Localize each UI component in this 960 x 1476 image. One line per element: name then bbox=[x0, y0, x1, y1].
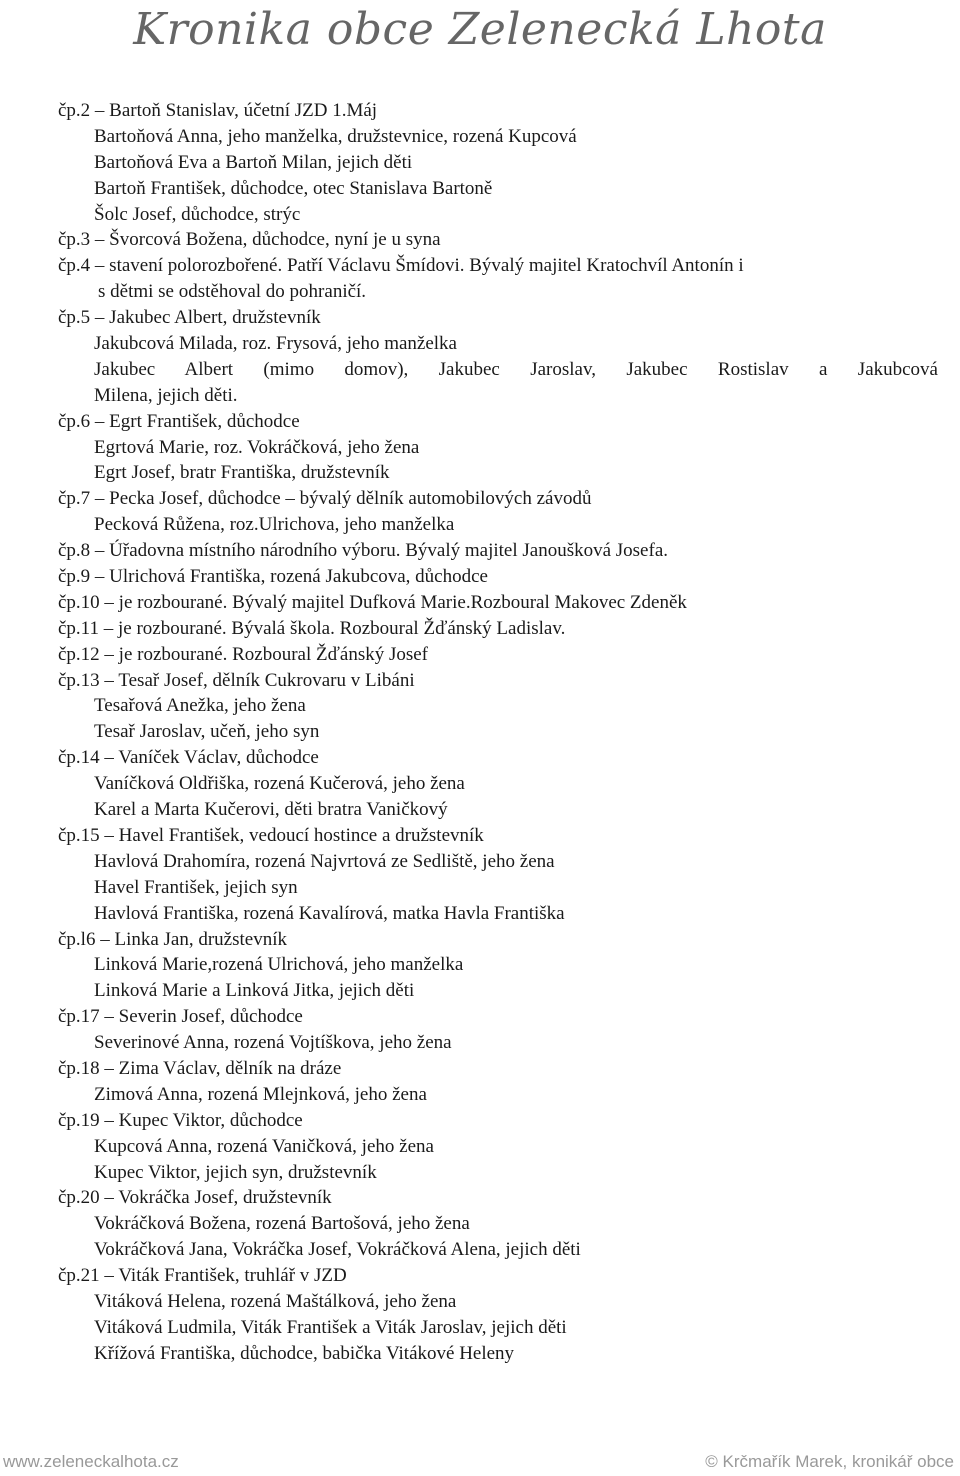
house-entry-line: čp.15 – Havel František, vedoucí hostince a družstevník bbox=[58, 824, 484, 846]
resident-line: Milena, jejich děti. bbox=[94, 384, 238, 406]
resident-line: Linková Marie,rozená Ulrichová, jeho manželka bbox=[94, 954, 464, 976]
house-entry-line: čp.20 – Vokráčka Josef, družstevník bbox=[58, 1187, 332, 1209]
resident-line: Kupcová Anna, rozená Vaničková, jeho žena bbox=[94, 1135, 434, 1157]
house-entry-line: čp.13 – Tesař Josef, dělník Cukrovaru v Libáni bbox=[58, 669, 415, 691]
resident-line: Havel František, jejich syn bbox=[94, 876, 298, 898]
resident-line: Vokráčková Božena, rozená Bartošová, jeho žena bbox=[94, 1213, 470, 1235]
house-entry-line: čp.18 – Zima Václav, dělník na dráze bbox=[58, 1057, 342, 1079]
resident-line: Linková Marie a Linková Jitka, jejich děti bbox=[94, 980, 415, 1002]
house-entry-line: čp.5 – Jakubec Albert, družstevník bbox=[58, 307, 321, 329]
resident-line: Vokráčková Jana, Vokráčka Josef, Vokráčková Alena, jejich děti bbox=[94, 1239, 581, 1261]
resident-line: s dětmi se odstěhoval do pohraničí. bbox=[98, 281, 367, 303]
resident-line: Pecková Růžena, roz.Ulrichova, jeho manželka bbox=[94, 514, 455, 536]
resident-line: Egrt Josef, bratr Františka, družstevník bbox=[94, 462, 390, 484]
resident-line: Vitáková Helena, rozená Maštálková, jeho žena bbox=[94, 1290, 457, 1312]
resident-line: Havlová Drahomíra, rozená Najvrtová ze Sedliště, jeho žena bbox=[94, 850, 555, 872]
house-entry-line: čp.14 – Vaníček Václav, důchodce bbox=[58, 747, 319, 769]
resident-line: Křížová Františka, důchodce, babička Vitákové Heleny bbox=[94, 1342, 515, 1364]
house-entry-line: čp.12 – je rozbourané. Rozboural Žďánský Josef bbox=[58, 643, 429, 665]
resident-line: Vitáková Ludmila, Viták František a Viták Jaroslav, jejich děti bbox=[94, 1316, 567, 1338]
house-entry-line: čp.8 – Úřadovna místního národního výboru. Bývalý majitel Janoušková Josefa. bbox=[58, 540, 669, 562]
house-entry-line: čp.11 – je rozbourané. Bývalá škola. Rozboural Žďánský Ladislav. bbox=[58, 617, 566, 639]
footer-website: www.zeleneckalhota.cz bbox=[3, 1452, 179, 1471]
resident-line: Bartoňová Eva a Bartoň Milan, jejich děti bbox=[94, 151, 413, 173]
house-entry-line: čp.4 – stavení polorozbořené. Patří Václavu Šmídovi. Bývalý majitel Kratochvíl Antonín i bbox=[58, 255, 744, 277]
resident-line: Bartoň František, důchodce, otec Stanislava Bartoně bbox=[94, 177, 493, 199]
resident-line: Šolc Josef, důchodce, strýc bbox=[94, 203, 301, 225]
house-entry-line: čp.2 – Bartoň Stanislav, účetní JZD 1.Máj bbox=[58, 100, 378, 121]
resident-line: Jakubec Albert (mimo domov), Jakubec Jaroslav, Jakubec Rostislav a Jakubcová bbox=[94, 358, 938, 380]
resident-line: Zimová Anna, rozená Mlejnková, jeho žena bbox=[94, 1083, 427, 1105]
resident-line: Vaníčková Oldřiška, rozená Kučerová, jeho žena bbox=[94, 773, 465, 795]
house-entry-line: čp.21 – Viták František, truhlář v JZD bbox=[58, 1265, 347, 1287]
resident-line: Severinové Anna, rozená Vojtíškova, jeho žena bbox=[94, 1032, 452, 1054]
resident-line: Kupec Viktor, jejich syn, družstevník bbox=[94, 1161, 377, 1183]
resident-line: Egrtová Marie, roz. Vokráčková, jeho žena bbox=[94, 436, 420, 458]
house-entry-line: čp.7 – Pecka Josef, důchodce – bývalý dělník automobilových závodů bbox=[58, 488, 592, 510]
house-entry-line: čp.10 – je rozbourané. Bývalý majitel Dufková Marie.Rozboural Makovec Zdeněk bbox=[58, 591, 687, 613]
resident-line: Tesařová Anežka, jeho žena bbox=[94, 695, 306, 717]
resident-line: Karel a Marta Kučerovi, děti bratra Vaničkový bbox=[94, 799, 448, 821]
resident-line: Tesař Jaroslav, učeň, jeho syn bbox=[94, 721, 320, 743]
house-entry-line: čp.19 – Kupec Viktor, důchodce bbox=[58, 1109, 303, 1131]
resident-line: Jakubcová Milada, roz. Frysová, jeho manželka bbox=[94, 333, 457, 355]
house-entry-line: čp.l6 – Linka Jan, družstevník bbox=[58, 928, 288, 950]
house-entry-line: čp.17 – Severin Josef, důchodce bbox=[58, 1006, 303, 1028]
resident-line: Bartoňová Anna, jeho manželka, družstevnice, rozená Kupcová bbox=[94, 125, 577, 147]
resident-line: Havlová Františka, rozená Kavalírová, matka Havla Františka bbox=[94, 902, 565, 924]
house-entry-line: čp.6 – Egrt František, důchodce bbox=[58, 410, 300, 432]
footer-copyright: © Krčmařík Marek, kronikář obce bbox=[705, 1452, 954, 1471]
page-title: Kronika obce Zelenecká Lhota bbox=[133, 4, 827, 55]
house-entry-line: čp.3 – Švorcová Božena, důchodce, nyní je u syna bbox=[58, 229, 441, 251]
document-body bbox=[58, 98, 938, 1367]
house-entry-line: čp.9 – Ulrichová Františka, rozená Jakubcova, důchodce bbox=[58, 566, 488, 588]
